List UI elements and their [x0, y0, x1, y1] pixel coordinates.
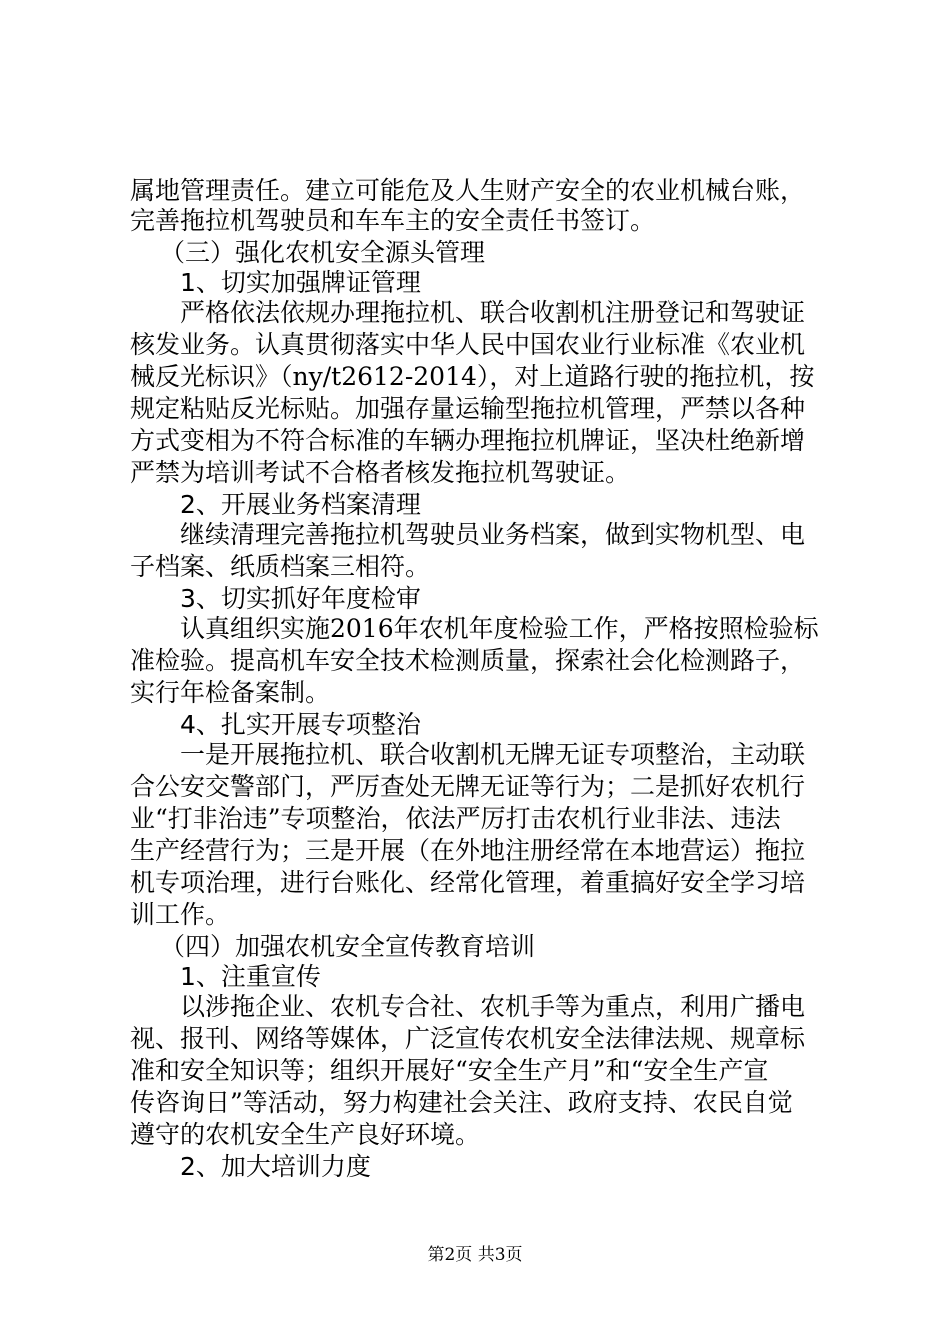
- body-text-line: 严禁为培训考试不合格者核发拖拉机驾驶证。: [130, 458, 631, 487]
- body-text-line: 核发业务。认真贯彻落实中华人民中国农业行业标准《农业机: [130, 330, 806, 359]
- body-text-line: 一是开展拖拉机、联合收割机无牌无证专项整治，主动联: [180, 740, 806, 769]
- body-text-line: 子档案、纸质档案三相符。: [130, 552, 431, 581]
- body-text-line: 训工作。: [130, 900, 231, 929]
- body-text-line: 传咨询日”等活动，努力构建社会关注、政府支持、农民自觉: [130, 1088, 793, 1117]
- subsection-heading: 3、切实抓好年度检审: [180, 584, 421, 613]
- body-text-line: 继续清理完善拖拉机驾驶员业务档案，做到实物机型、电: [180, 520, 806, 549]
- section-heading: （四）加强农机安全宣传教育培训: [160, 932, 536, 961]
- body-text-line: 方式变相为不符合标准的车辆办理拖拉机牌证，坚决杜绝新增: [130, 426, 806, 455]
- subsection-heading: 1、切实加强牌证管理: [180, 268, 421, 297]
- body-text-line: 严格依法依规办理拖拉机、联合收割机注册登记和驾驶证: [180, 298, 806, 327]
- body-text-line: 属地管理责任。建立可能危及人生财产安全的农业机械台账，: [130, 176, 806, 205]
- body-text-line: 械反光标识》（ny/t2612-2014），对上道路行驶的拖拉机，按: [130, 362, 815, 391]
- body-text-line: 业“打非治违”专项整治，依法严厉打击农机行业非法、违法: [130, 804, 781, 833]
- body-text-line: 准和安全知识等；组织开展好“安全生产月”和“安全生产宣: [130, 1056, 769, 1085]
- body-text-line: 合公安交警部门，严厉查处无牌无证等行为；二是抓好农机行: [130, 772, 806, 801]
- body-text-line: 规定粘贴反光标贴。加强存量运输型拖拉机管理，严禁以各种: [130, 394, 806, 423]
- body-text-line: 实行年检备案制。: [130, 678, 331, 707]
- body-text-line: 生产经营行为；三是开展（在外地注册经常在本地营运）拖拉: [130, 836, 806, 865]
- subsection-heading: 4、扎实开展专项整治: [180, 710, 421, 739]
- body-text-line: 认真组织实施2016年农机年度检验工作，严格按照检验标: [180, 614, 819, 643]
- page-number-footer: 第2页 共3页: [427, 1245, 523, 1265]
- section-heading: （三）强化农机安全源头管理: [160, 238, 486, 267]
- body-text-line: 视、报刊、网络等媒体，广泛宣传农机安全法律法规、规章标: [130, 1024, 806, 1053]
- subsection-heading: 1、注重宣传: [180, 962, 321, 991]
- subsection-heading: 2、加大培训力度: [180, 1152, 371, 1181]
- body-text-line: 准检验。提高机车安全技术检测质量，探索社会化检测路子，: [130, 646, 806, 675]
- body-text-line: 以涉拖企业、农机专合社、农机手等为重点，利用广播电: [180, 992, 806, 1021]
- subsection-heading: 2、开展业务档案清理: [180, 490, 421, 519]
- body-text-line: 完善拖拉机驾驶员和车车主的安全责任书签订。: [130, 206, 656, 235]
- body-text-line: 机专项治理，进行台账化、经常化管理，着重搞好安全学习培: [130, 868, 806, 897]
- body-text-line: 遵守的农机安全生产良好环境。: [130, 1120, 481, 1149]
